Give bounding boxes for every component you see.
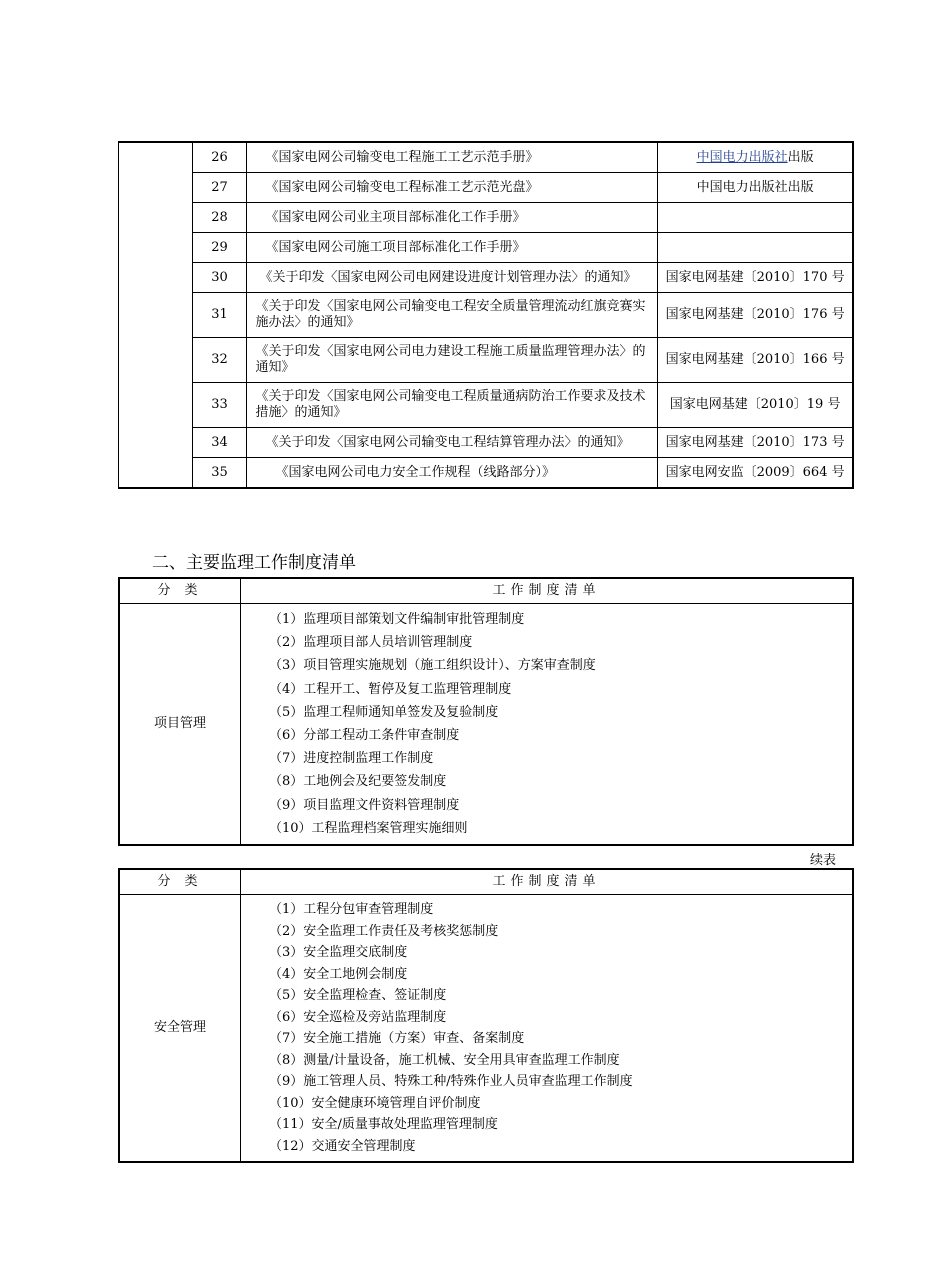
header-category: 分 类 [119,578,241,604]
table-row [119,293,854,338]
table-row [119,233,854,263]
list-item: （5）安全监理检查、签证制度 [269,988,447,1003]
row-number: 31 [192,293,247,338]
table-row [119,383,854,428]
table-row [119,458,854,489]
list-item: （2）安全监理工作责任及考核奖惩制度 [269,923,499,939]
list-item: （10）安全健康环境管理自评价制度 [269,1095,481,1111]
list-item: （5）监理工程师通知单签发及复验制度 [269,704,499,720]
header-category: 分 类 [119,869,241,895]
category-cell-empty [119,142,193,488]
list-item: （11）安全/质量事故处理监理管理制度 [269,1117,498,1132]
continued-label: 续表 [810,853,837,868]
publisher-cell: 国家电网安监〔2009〕664 号 [658,458,853,489]
system-list [241,895,854,1163]
document-name: 《国家电网公司输变电工程标准工艺示范光盘》 [247,173,658,203]
publisher-link[interactable]: 中国电力出版社 [696,149,788,165]
table-header-row [119,578,853,604]
list-item: （1）监理项目部策划文件编制审批管理制度 [269,612,525,627]
list-item: （4）工程开工、暂停及复工监理管理制度 [269,681,512,697]
safety-management-table [118,868,854,1163]
table-row [119,338,854,383]
table-header-row [119,869,853,895]
header-list: 工作制度清单 [241,869,854,895]
header-list: 工作制度清单 [241,578,854,604]
table-row [119,895,853,1163]
table-row [119,203,854,233]
row-number: 29 [192,233,247,263]
list-item: （8）工地例会及纪要签发制度 [269,774,447,790]
row-number: 28 [192,203,247,233]
project-management-table [118,577,854,846]
list-item: （2）监理项目部人员培训管理制度 [269,635,473,651]
section-title: 二、主要监理工作制度清单 [152,553,356,573]
category-label: 项目管理 [119,604,241,846]
list-item: （12）交通安全管理制度 [269,1138,416,1154]
publisher-cell: 国家电网基建〔2010〕173 号 [658,428,853,458]
table-row [119,428,854,458]
category-label: 安全管理 [119,895,241,1163]
document-name: 《国家电网公司电力安全工作规程（线路部分）》 [247,458,658,489]
publisher-cell: 国家电网基建〔2010〕170 号 [658,263,853,293]
system-list [241,604,854,846]
document-name: 《关于印发〈国家电网公司电网建设进度计划管理办法〉的通知》 [247,263,658,293]
list-item: （9）施工管理人员、特殊工种/特殊作业人员审查监理工作制度 [269,1074,633,1089]
row-number: 30 [192,263,247,293]
table-row [119,142,854,173]
publisher-cell: 中国电力出版社出版 [658,173,853,203]
row-number: 26 [192,142,247,173]
list-item: （4）安全工地例会制度 [269,966,408,982]
row-number: 34 [192,428,247,458]
document-name: 《关于印发〈国家电网公司输变电工程安全质量管理流动红旗竞赛实施办法〉的通知》 [247,293,658,338]
table-row [119,604,853,846]
row-number: 32 [192,338,247,383]
list-item: （7）进度控制监理工作制度 [269,751,434,767]
list-item: （1）工程分包审查管理制度 [269,902,434,917]
document-name: 《关于印发〈国家电网公司电力建设工程施工质量监理管理办法〉的通知》 [247,338,658,383]
row-number: 35 [192,458,247,489]
list-item: （6）安全巡检及旁站监理制度 [269,1009,447,1025]
table-row [119,263,854,293]
row-number: 33 [192,383,247,428]
standards-table [118,141,854,489]
list-item: （9）项目监理文件资料管理制度 [269,797,460,813]
list-item: （8）测量/计量设备，施工机械、安全用具审查监理工作制度 [269,1052,620,1068]
publisher-cell [658,233,853,263]
list-item: （3）项目管理实施规划（施工组织设计）、方案审查制度 [269,658,596,674]
list-item: （6）分部工程动工条件审查制度 [269,728,460,744]
publisher-cell [658,203,853,233]
publisher-cell: 国家电网基建〔2010〕19 号 [658,383,853,428]
publisher-cell: 中国电力出版社出版 [658,142,853,173]
document-name: 《国家电网公司业主项目部标准化工作手册》 [247,203,658,233]
list-item: （7）安全施工措施（方案）审查、备案制度 [269,1031,525,1046]
row-number: 27 [192,173,247,203]
document-name: 《关于印发〈国家电网公司输变电工程质量通病防治工作要求及技术措施〉的通知》 [247,383,658,428]
list-item: （3）安全监理交底制度 [269,945,408,960]
document-name: 《关于印发〈国家电网公司输变电工程结算管理办法〉的通知》 [247,428,658,458]
publisher-cell: 国家电网基建〔2010〕166 号 [658,338,853,383]
list-item: （10）工程监理档案管理实施细则 [269,820,468,836]
publisher-cell: 国家电网基建〔2010〕176 号 [658,293,853,338]
table-row [119,173,854,203]
document-name: 《国家电网公司施工项目部标准化工作手册》 [247,233,658,263]
document-name: 《国家电网公司输变电工程施工工艺示范手册》 [247,142,658,173]
